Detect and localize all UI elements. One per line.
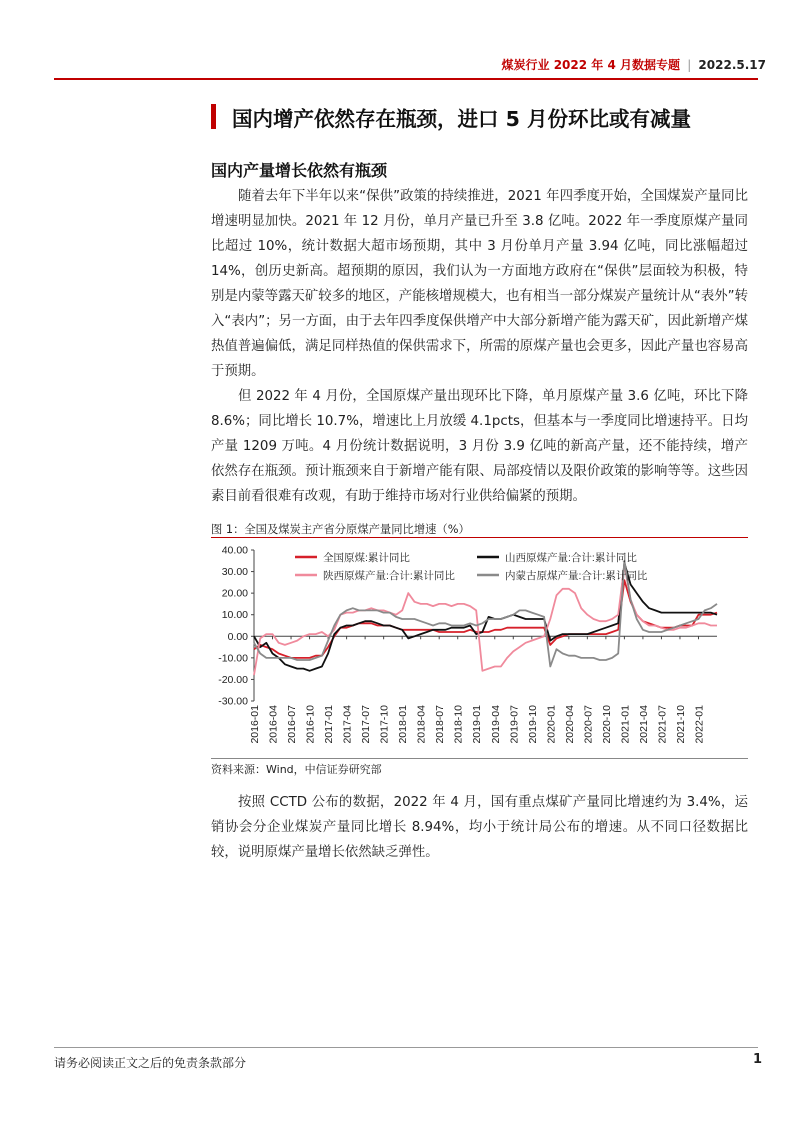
header-divider <box>54 78 758 80</box>
y-tick-label: 30.00 <box>221 566 248 579</box>
x-tick-label: 2018-07 <box>434 705 447 744</box>
legend-label-1: 全国原煤:累计同比 <box>323 552 410 564</box>
legend-label-3: 陕西原煤产量:合计:累计同比 <box>323 570 455 582</box>
x-tick-label: 2018-01 <box>397 705 410 744</box>
legend-label-2: 山西原煤产量:合计:累计同比 <box>505 552 637 564</box>
paragraph-1: 随着去年下半年以来“保供”政策的持续推进，2021 年四季度开始，全国煤炭产量同比增速明显加快。2021 年 12 月份，单月产量已升至 3.8 亿吨。2022 年一季度原煤产量同比超过 10%，统计数据大超市场预期，其中 3 月份单月产量 3.94 亿吨，同比涨幅超过 14%，创历史新高。超预期的原因，我们认为一方面地方政府在“保供”层面较为积极，特别是内蒙等露天矿较多的地区，产能核增规模大，也有相当一部分煤炭产量统计从“表外”转入“表内”；另一方面，由于去年四季度保供增产中大部分新增产能为露天矿，因此新增产煤热值普遍偏低，满足同样热值的保供需求下，所需的原煤产量也会更多，因此产量也容易高于预期。 <box>211 189 748 379</box>
y-tick-label: 20.00 <box>221 587 248 600</box>
source-divider <box>211 758 748 759</box>
x-tick-label: 2020-01 <box>545 705 558 744</box>
paragraph-2: 但 2022 年 4 月份，全国原煤产量出现环比下降，单月原煤产量 3.6 亿吨，环比下降 8.6%；同比增长 10.7%，增速比上月放缓 4.1pcts，但基本与一季度同比增速持平。日均产量 1209 万吨。4 月份统计数据说明，3 月份 3.9 亿吨的新高产量，还不能持续，增产依然存在瓶颈。预计瓶颈来自于新增产能有限、局部疫情以及限价政策的影响等等。这些因素目前看很难有改观，有助于维持市场对行业供给偏紧的预期。 <box>211 389 748 504</box>
figure-caption: 图 1：全国及煤炭主产省分原煤产量同比增速（%） <box>211 523 470 536</box>
production-growth-chart <box>205 540 745 758</box>
x-tick-label: 2017-01 <box>323 705 336 744</box>
figure-caption-divider <box>211 537 748 538</box>
subsection-title: 国内产量增长依然有瓶颈 <box>211 161 388 180</box>
figure-source: 资料来源：Wind，中信证券研究部 <box>211 763 382 776</box>
x-tick-label: 2016-07 <box>286 705 299 744</box>
x-tick-label: 2018-10 <box>452 705 465 744</box>
header-separator: | <box>687 58 692 72</box>
x-tick-label: 2020-07 <box>582 705 595 744</box>
report-title: 煤炭行业 2022 年 4 月数据专题 <box>501 58 680 72</box>
report-header <box>502 56 766 73</box>
x-tick-label: 2016-01 <box>249 705 261 744</box>
y-tick-label: -10.00 <box>218 652 248 665</box>
x-tick-label: 2017-04 <box>341 705 354 744</box>
x-tick-label: 2019-07 <box>508 705 521 744</box>
y-tick-label: 40.00 <box>221 544 248 557</box>
section-marker <box>211 104 216 129</box>
paragraph-3: 按照 CCTD 公布的数据，2022 年 4 月，国有重点煤矿产量同比增速约为 3.4%，运销协会分企业煤炭产量同比增长 8.94%，均小于统计局公布的增速。从不同口径数据比较，说明原煤产量增长依然缺乏弹性。 <box>211 795 748 860</box>
x-tick-label: 2019-10 <box>526 705 539 744</box>
footer-divider <box>54 1047 758 1048</box>
x-tick-label: 2021-07 <box>656 705 669 744</box>
x-tick-label: 2017-10 <box>378 705 391 744</box>
x-tick-label: 2019-01 <box>471 705 484 744</box>
y-tick-label: -30.00 <box>218 695 248 708</box>
x-tick-label: 2018-04 <box>415 705 428 744</box>
x-tick-label: 2016-04 <box>267 705 280 744</box>
legend-label-4: 内蒙古原煤产量:合计:累计同比 <box>505 570 648 582</box>
x-tick-label: 2020-04 <box>563 705 576 744</box>
x-tick-label: 2021-10 <box>674 705 687 744</box>
y-tick-label: 0.00 <box>227 630 248 643</box>
x-tick-label: 2016-10 <box>304 705 317 744</box>
x-tick-label: 2020-10 <box>600 705 613 744</box>
x-tick-label: 2017-07 <box>360 705 373 744</box>
y-tick-label: -20.00 <box>218 673 248 686</box>
footer-disclaimer: 请务必阅读正文之后的免责条款部分 <box>54 1056 247 1070</box>
page-number: 1 <box>752 1052 762 1067</box>
y-tick-label: 10.00 <box>221 609 248 622</box>
x-tick-label: 2019-04 <box>489 705 502 744</box>
report-date: 2022.5.17 <box>698 58 766 72</box>
x-tick-label: 2021-04 <box>637 705 650 744</box>
x-tick-label: 2021-01 <box>619 705 632 744</box>
x-tick-label: 2022-01 <box>693 705 706 744</box>
section-title: 国内增产依然存在瓶颈，进口 5 月份环比或有减量 <box>232 107 692 131</box>
series-line-1 <box>254 580 717 658</box>
